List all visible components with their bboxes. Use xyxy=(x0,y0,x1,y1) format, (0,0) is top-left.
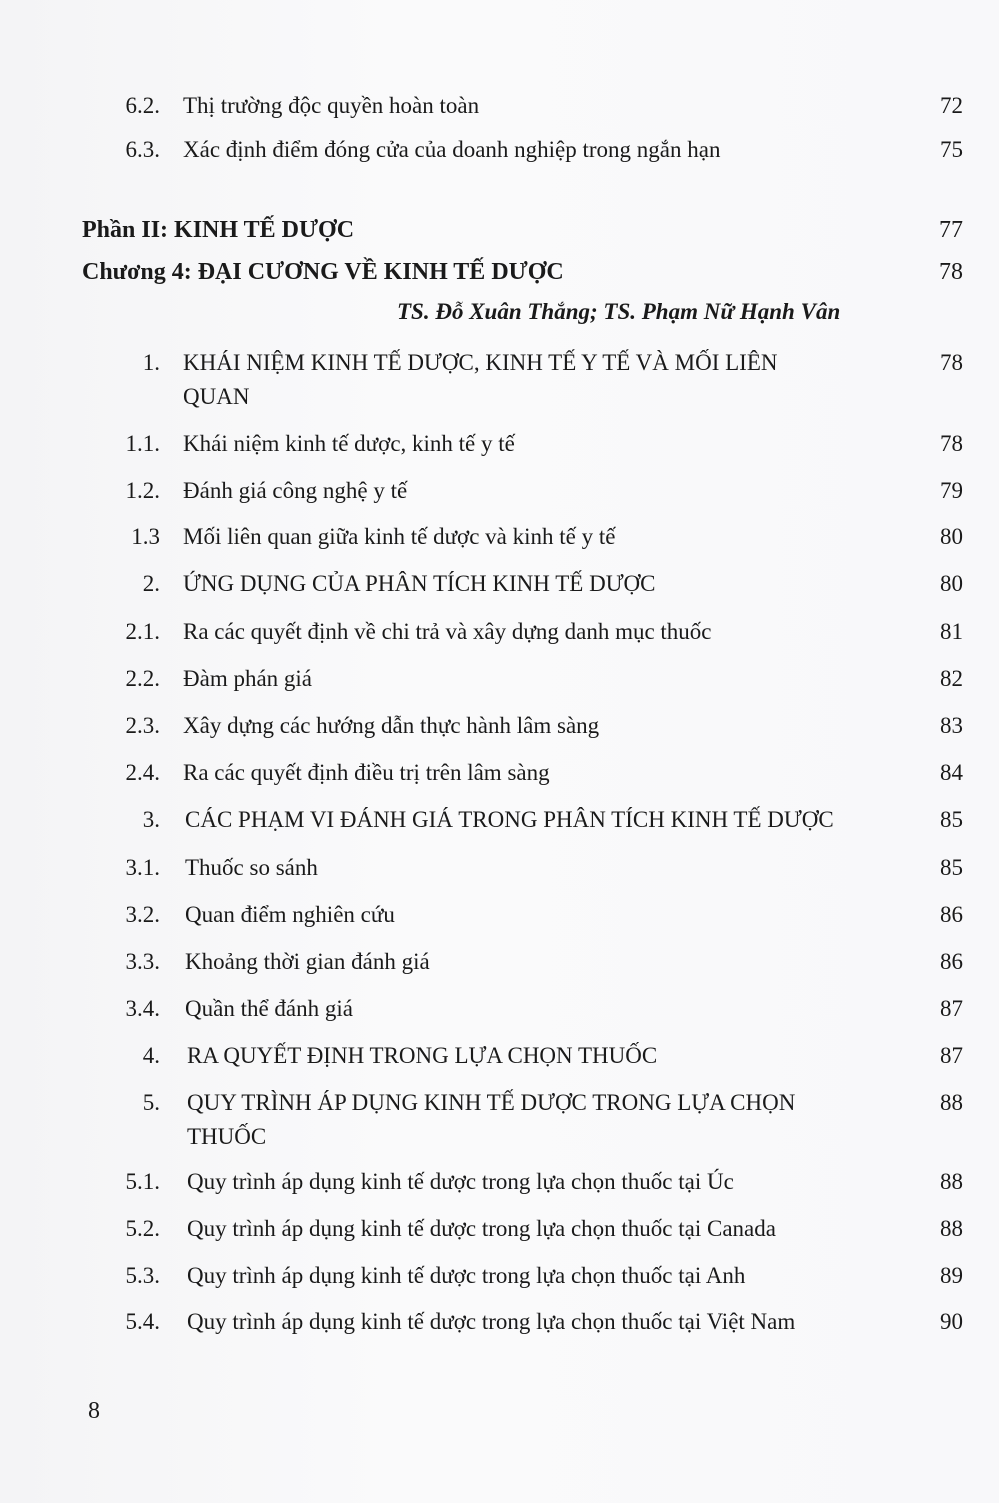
toc-page: 77 xyxy=(939,217,963,243)
toc-title: Ra các quyết định điều trị trên lâm sàng xyxy=(183,760,550,785)
toc-number: 5.3. xyxy=(125,1263,160,1288)
toc-title: Xác định điểm đóng cửa của doanh nghiệp trong ngắn hạn xyxy=(183,137,721,162)
toc-title: Quy trình áp dụng kinh tế dược trong lựa chọn thuốc tại Anh xyxy=(187,1263,746,1288)
toc-page: 87 xyxy=(940,996,963,1021)
toc-number: 2.4. xyxy=(125,760,160,785)
toc-number: 3.3. xyxy=(125,949,160,974)
toc-page: 85 xyxy=(940,855,963,880)
toc-title: Đánh giá công nghệ y tế xyxy=(183,478,408,503)
toc-page: 89 xyxy=(940,1263,963,1288)
toc-title-line1: KHÁI NIỆM KINH TẾ DƯỢC, KINH TẾ Y TẾ VÀ MỐI LIÊN xyxy=(183,350,778,375)
toc-title: Thuốc so sánh xyxy=(185,855,318,880)
toc-page: 88 xyxy=(940,1216,963,1241)
toc-title: Quần thể đánh giá xyxy=(185,996,353,1021)
toc-number: 2. xyxy=(142,571,160,596)
toc-title: Mối liên quan giữa kinh tế dược và kinh tế y tế xyxy=(183,524,616,549)
toc-number: 2.2. xyxy=(125,666,160,691)
toc-title: Thị trường độc quyền hoàn toàn xyxy=(183,93,480,118)
page-number: 8 xyxy=(88,1398,100,1424)
toc-page: 79 xyxy=(940,478,963,503)
chapter-authors: TS. Đỗ Xuân Thắng; TS. Phạm Nữ Hạnh Vân xyxy=(397,299,841,324)
toc-number: 3.2. xyxy=(125,902,160,927)
toc-number: 1.1. xyxy=(125,431,160,456)
toc-page: 84 xyxy=(940,760,963,785)
toc-title: Khái niệm kinh tế dược, kinh tế y tế xyxy=(183,431,515,456)
toc-number: 1.3 xyxy=(131,524,160,549)
toc-number: 3.1. xyxy=(125,855,160,880)
toc-page: 86 xyxy=(940,949,963,974)
toc-page: 90 xyxy=(940,1309,963,1334)
toc-page: 88 xyxy=(940,1169,963,1194)
toc-title: Quy trình áp dụng kinh tế dược trong lựa chọn thuốc tại Úc xyxy=(187,1169,734,1194)
toc-title-line2: THUỐC xyxy=(187,1124,267,1149)
toc-title: Quy trình áp dụng kinh tế dược trong lựa chọn thuốc tại Việt Nam xyxy=(187,1309,796,1334)
toc-number: 3. xyxy=(142,807,160,832)
toc-page: 78 xyxy=(939,259,963,285)
toc-page: 83 xyxy=(940,713,963,738)
toc-number: 1. xyxy=(142,350,160,375)
toc-number: 5.1. xyxy=(125,1169,160,1194)
toc-title-line2: QUAN xyxy=(183,384,250,409)
toc-page: 86 xyxy=(940,902,963,927)
toc-number: 2.3. xyxy=(125,713,160,738)
toc-number: 5.2. xyxy=(125,1216,160,1241)
toc-title: Quan điểm nghiên cứu xyxy=(185,902,395,927)
toc-number: 5. xyxy=(142,1090,160,1115)
toc-number: 6.3. xyxy=(125,137,160,162)
toc-page: 85 xyxy=(940,807,963,832)
part-title: Phần II: KINH TẾ DƯỢC xyxy=(82,217,355,243)
toc-page: 88 xyxy=(940,1090,963,1115)
toc-number: 5.4. xyxy=(125,1309,160,1334)
toc-page: 80 xyxy=(940,524,963,549)
toc-title: RA QUYẾT ĐỊNH TRONG LỰA CHỌN THUỐC xyxy=(187,1043,658,1068)
chapter-title: Chương 4: ĐẠI CƯƠNG VỀ KINH TẾ DƯỢC xyxy=(82,259,564,285)
toc-title: Đàm phán giá xyxy=(183,666,313,691)
toc-page: 80 xyxy=(940,571,963,596)
toc-page: 87 xyxy=(940,1043,963,1068)
toc-title: ỨNG DỤNG CỦA PHÂN TÍCH KINH TẾ DƯỢC xyxy=(183,571,656,596)
toc-number: 4. xyxy=(142,1043,160,1068)
toc-title: Xây dựng các hướng dẫn thực hành lâm sàng xyxy=(183,713,600,738)
toc-number: 3.4. xyxy=(125,996,160,1021)
toc-page: 75 xyxy=(940,137,963,162)
toc-title: Ra các quyết định về chi trả và xây dựng danh mục thuốc xyxy=(183,619,712,644)
toc-title-line1: QUY TRÌNH ÁP DỤNG KINH TẾ DƯỢC TRONG LỰA CHỌN xyxy=(187,1090,796,1115)
toc-page: 78 xyxy=(940,350,963,375)
toc-page: 81 xyxy=(940,619,963,644)
toc-page: 82 xyxy=(940,666,963,691)
toc-title: Khoảng thời gian đánh giá xyxy=(185,949,430,974)
toc-title: Quy trình áp dụng kinh tế dược trong lựa chọn thuốc tại Canada xyxy=(187,1216,776,1241)
toc-title: CÁC PHẠM VI ĐÁNH GIÁ TRONG PHÂN TÍCH KINH TẾ DƯỢC xyxy=(185,807,834,832)
toc-page: 72 xyxy=(940,93,963,118)
toc-number: 1.2. xyxy=(125,478,160,503)
toc-number: 6.2. xyxy=(125,93,160,118)
toc-page: 78 xyxy=(940,431,963,456)
toc-number: 2.1. xyxy=(125,619,160,644)
